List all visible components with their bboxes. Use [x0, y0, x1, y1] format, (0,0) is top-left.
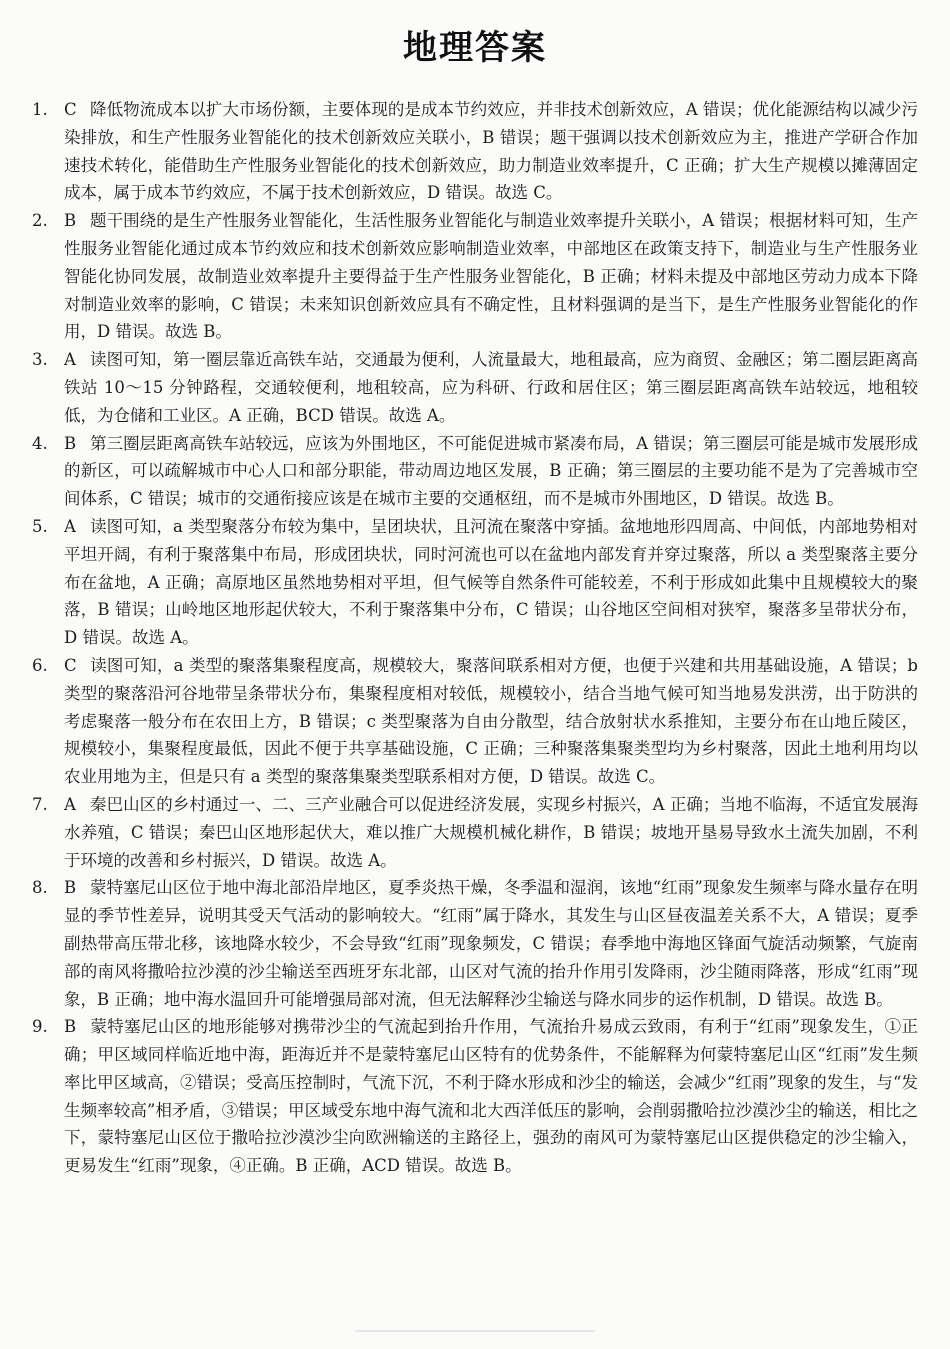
item-number: 8. [32, 878, 48, 898]
item-number: 4. [32, 433, 48, 453]
item-number: 1. [32, 100, 48, 119]
item-number: 5. [32, 516, 48, 536]
answer-list [32, 96, 918, 1180]
item-explanation: 读图可知，a 类型聚落分布较为集中，呈团块状，且河流在聚落中穿插。盆地地形四周高、中间低，内部地势相对平坦开阔，有利于聚落集中布局，形成团块状，同时河流也可以在盆地内部发育并穿过聚落，所以 a 类型聚落主要分布在盆地，A 正确；高原地区虽然地势相对平坦，但气候等自然条件可能较差，不利于形成如此集中且规模较大的聚落，B 错误；山岭地区地形起伏较大，不利于聚落集中分布，C 错误；山谷地区空间相对狭窄，聚落多呈带状分布，D 错误。故选 A。 [64, 516, 918, 648]
item-number: 7. [32, 794, 48, 814]
item-explanation: 题干围绕的是生产性服务业智能化，生活性服务业智能化与制造业效率提升关联小，A 错误；根据材料可知，生产性服务业智能化通过成本节约效应和技术创新效应影响制造业效率，中部地区在政策支持下，制造业与生产性服务业智能化协同发展，故制造业效率提升主要得益于生产性服务业智能化，B 正确；材料未提及中部地区劳动力成本下降对制造业效率的影响，C 错误；未来知识创新效应具有不确定性，且材料强调的是当下，是生产性服务业智能化的作用，D 错误。故选 B。 [64, 211, 918, 342]
item-explanation: 蒙特塞尼山区位于地中海北部沿岸地区，夏季炎热干燥，冬季温和湿润，该地“红雨”现象发生频率与降水量存在明显的季节性差异，说明其受天气活动的影响较大。“红雨”属于降水，其发生与山区昼夜温差关系不大，A 错误；夏季副热带高压带北移，该地降水较少，不会导致“红雨”现象频发，C 错误；春季地中海地区锋面气旋活动频繁，气旋南部的南风将撒哈拉沙漠的沙尘输送至西班牙东北部，山区对气流的抬升作用引发降雨，沙尘随雨降落，形成“红雨”现象，B 正确；地中海水温回升可能增强局部对流，但无法解释沙尘输送与降水同步的运作机制，D 错误。故选 B。 [64, 878, 918, 1009]
item-explanation: 第三圈层距离高铁车站较远，应该为外围地区，不可能促进城市紧凑布局，A 错误；第三圈层可能是城市发展形成的新区，可以疏解城市中心人口和部分职能，带动周边地区发展，B 正确；第三圈层的主要功能不是为了完善城市空间体系，C 错误；城市的交通衔接应该是在城市主要的交通枢纽，而不是城市外围地区，D 错误。故选 B。 [64, 433, 918, 509]
answer-item-5 [32, 513, 918, 652]
item-number: 6. [32, 655, 48, 675]
item-answer: C [64, 100, 77, 119]
item-answer: B [64, 1017, 77, 1037]
item-answer: A [64, 794, 76, 814]
item-explanation: 蒙特塞尼山区的地形能够对携带沙尘的气流起到抬升作用，气流抬升易成云致雨，有利于“红雨”现象发生，①正确；甲区域同样临近地中海，距海近并不是蒙特塞尼山区特有的优势条件，不能解释为何蒙特塞尼山区“红雨”发生频率比甲区域高，②错误；受高压控制时，气流下沉，不利于降水形成和沙尘的输送，会减少“红雨”现象的发生，与“发生频率较高”相矛盾，③错误；甲区域受东地中海气流和北大西洋低压的影响，会削弱撒哈拉沙漠沙尘的输送，相比之下，蒙特塞尼山区位于撒哈拉沙漠沙尘向欧洲输送的主路径上，强劲的南风可为蒙特塞尼山区提供稳定的沙尘输入，更易发生“红雨”现象，④正确。B 正确，ACD 错误。故选 B。 [64, 1017, 918, 1176]
item-answer: B [64, 878, 77, 898]
page-title: 地理答案 [403, 28, 547, 68]
item-answer: C [64, 655, 77, 675]
footer-divider [355, 1330, 595, 1332]
item-answer: B [64, 211, 77, 231]
answer-item-9 [32, 1013, 918, 1180]
answer-item-2 [32, 207, 918, 346]
answer-item-8 [32, 874, 918, 1013]
item-number: 9. [32, 1017, 48, 1037]
item-answer: B [64, 433, 77, 453]
item-explanation: 读图可知，第一圈层靠近高铁车站，交通最为便利，人流量最大，地租最高，应为商贸、金融区；第二圈层距离高铁站 10～15 分钟路程，交通较便利，地租较高，应为科研、行政和居住区；第三圈层距离高铁车站较远，地租较低，为仓储和工业区。A 正确，BCD 错误。故选 A。 [64, 350, 918, 425]
item-number: 2. [32, 211, 48, 231]
item-explanation: 秦巴山区的乡村通过一、二、三产业融合可以促进经济发展，实现乡村振兴，A 正确；当地不临海，不适宜发展海水养殖，C 错误；秦巴山区地形起伏大，难以推广大规模机械化耕作，B 错误；坡地开垦易导致水土流失加剧，不利于环境的改善和乡村振兴，D 错误。故选 A。 [64, 794, 918, 870]
item-answer: A [64, 350, 76, 370]
answer-item-4 [32, 430, 918, 513]
item-number: 3. [32, 350, 48, 370]
item-explanation: 降低物流成本以扩大市场份额，主要体现的是成本节约效应，并非技术创新效应，A 错误；优化能源结构以减少污染排放，和生产性服务业智能化的技术创新效应关联小，B 错误；题干强调以技术创新效应为主，推进产学研合作加速技术转化，能借助生产性服务业智能化的技术创新效应，助力制造业效率提升，C 正确；扩大生产规模以摊薄固定成本，属于成本节约效应，不属于技术创新效应，D 错误。故选 C。 [64, 100, 918, 203]
answer-item-6 [32, 652, 918, 791]
item-explanation: 读图可知，a 类型的聚落集聚程度高，规模较大，聚落间联系相对方便，也便于兴建和共用基础设施，A 错误；b 类型的聚落沿河谷地带呈条带状分布，集聚程度相对较低，规模较小，结合当地气候可知当地易发洪涝，出于防洪的考虑聚落一般分布在农田上方，B 错误；c 类型聚落为自由分散型，结合放射状水系推知，主要分布在山地丘陵区，规模较小，集聚程度最低，因此不便于共享基础设施，C 正确；三种聚落集聚类型均为乡村聚落，因此土地利用均以农业用地为主，但是只有 a 类型的聚落集聚类型联系相对方便，D 错误。故选 C。 [64, 655, 918, 787]
answer-item-7 [32, 791, 918, 874]
answer-item-1 [32, 96, 918, 207]
item-answer: A [64, 516, 76, 536]
answer-item-3 [32, 346, 918, 429]
